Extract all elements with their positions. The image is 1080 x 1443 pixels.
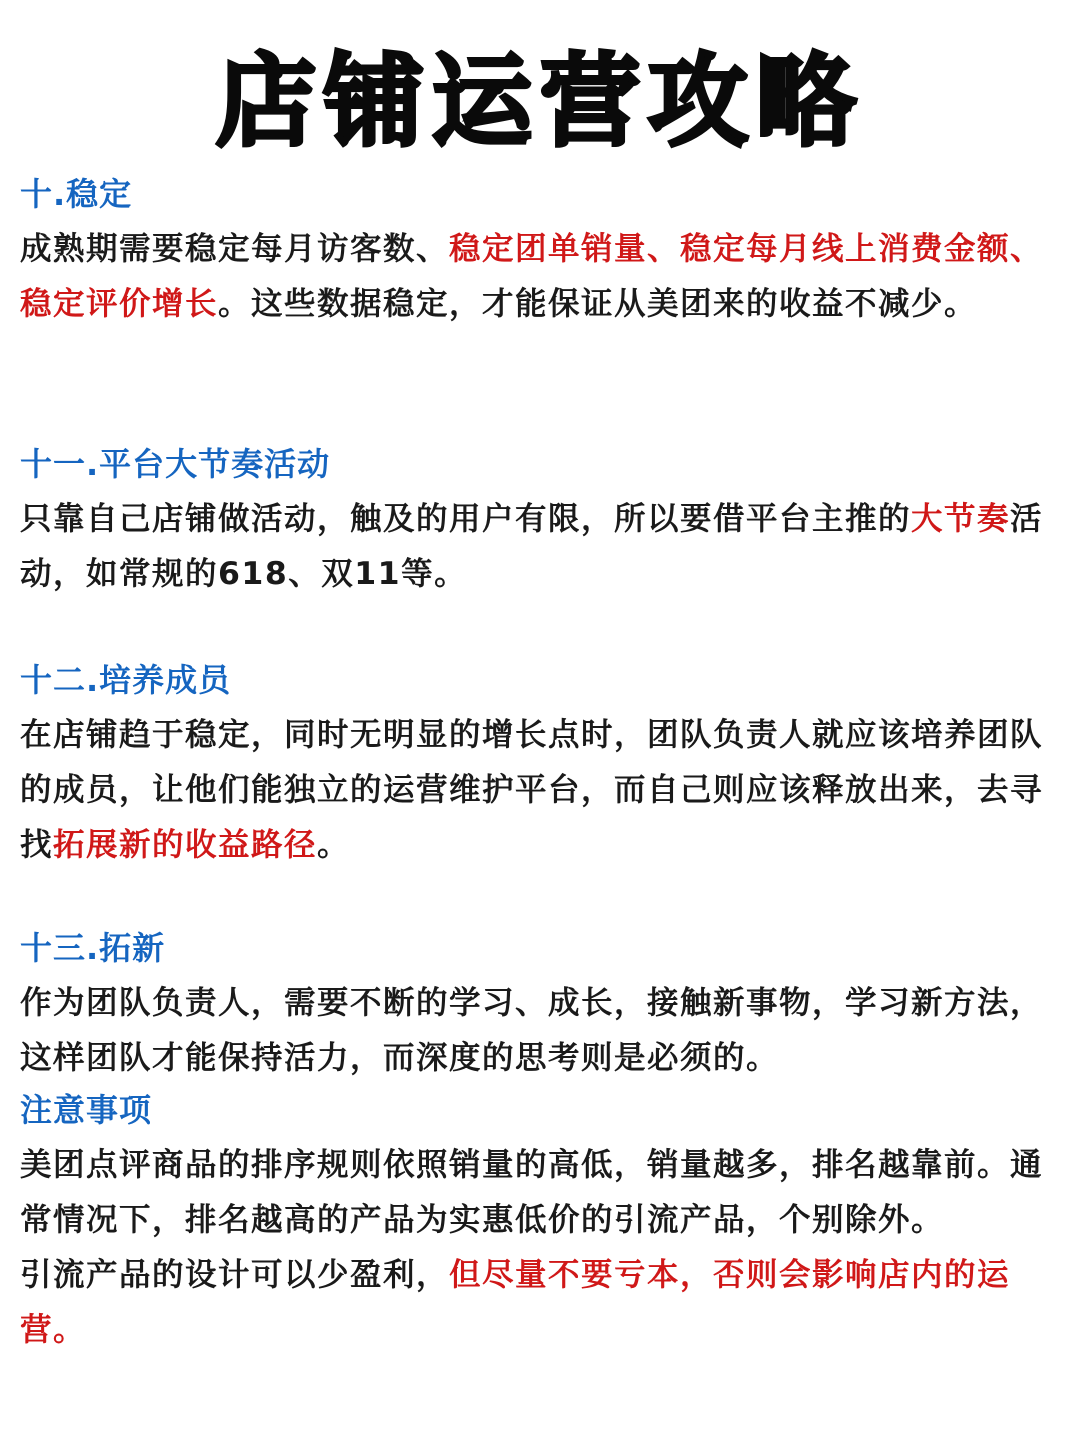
section-paragraph <box>20 976 1060 1086</box>
section-paragraph <box>20 708 1060 873</box>
section-heading: 十二.培养成员 <box>20 661 232 699</box>
highlight-text: 稳定团单销量、稳定每月线上消费金额、稳定评价增长 <box>20 231 1044 322</box>
paragraph-text: 成熟期需要稳定每月访客数、 <box>20 231 450 267</box>
section-platform-activities <box>20 436 1060 602</box>
section-paragraph: 美团点评商品的排序规则依照销量的高低，销量越多，排名越靠前。通常情况下，排名越高的产品为实惠低价的引流产品，个别除外。 <box>20 1147 1044 1238</box>
paragraph-text: 活动，如常规的618、双11等。 <box>20 501 1044 592</box>
paragraph-text: 在店铺趋于稳定，同时无明显的增长点时，团队负责人就应该培养团队的成员，让他们能独立的运营维护平台，而自己则应该释放出来，去寻找 <box>20 717 1044 863</box>
paragraph-text: 。这些数据稳定，才能保证从美团来的收益不减少。 <box>218 286 978 322</box>
highlight-text: 但尽量不要亏本，否则会影响店内的运营。 <box>20 1257 1011 1348</box>
paragraph-text: 引流产品的设计可以少盈利， <box>20 1257 450 1293</box>
highlight-text: 大节奏 <box>911 501 1011 537</box>
paragraph-text: 。 <box>317 827 351 863</box>
paragraph-text: 作为团队负责人，需要不断的学习、成长，接触新事物，学习新方法，这样团队才能保持活力，而深度的思考则是必须的。 <box>20 985 1044 1076</box>
section-stability <box>20 166 1060 332</box>
section-heading: 十.稳定 <box>20 175 133 213</box>
section-heading: 十一.平台大节奏活动 <box>20 445 331 483</box>
section-train-members <box>20 652 1060 873</box>
section-paragraph <box>20 492 1060 602</box>
section-heading: 注意事项 <box>20 1091 153 1129</box>
section-notes <box>20 1082 1060 1358</box>
highlight-text: 拓展新的收益路径 <box>53 827 318 863</box>
page-title: 店铺运营攻略 <box>216 43 864 160</box>
section-paragraph <box>20 1248 1060 1358</box>
paragraph-text: 只靠自己店铺做活动，触及的用户有限，所以要借平台主推的 <box>20 501 912 537</box>
section-expansion <box>20 920 1060 1086</box>
section-paragraph <box>20 222 1060 332</box>
section-heading: 十三.拓新 <box>20 929 166 967</box>
